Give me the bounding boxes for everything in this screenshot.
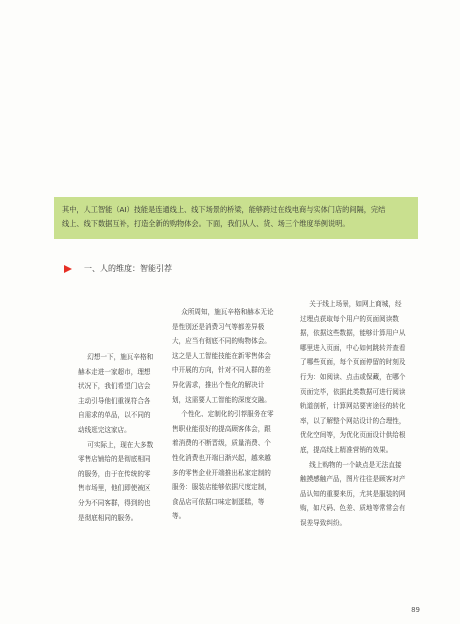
section-heading <box>64 263 172 274</box>
section-heading-text: 一、人的维度：智能引荐 <box>84 264 172 273</box>
intro-text-line-2: 线上、线下数据互补，打造全新的购物体会。下面，我们从人、货、场三个维度举例说明。 <box>62 219 350 228</box>
text-column-3 <box>300 297 408 531</box>
red-triangle-icon <box>64 265 72 273</box>
text-column-2 <box>172 305 276 524</box>
intro-text-line-1: 其中，人工智能（AI）技能是连通线上、线下场景的桥梁，能够跨过在线电商与实体门店的间隔，完结 <box>62 205 386 214</box>
paragraph: 线上购物的一个缺点是无法直接触摸感触产品，图片往往是顾客对产品认知的重要来历，尤其是服装的网购，如尺码、色差、质地等常常会有误差导致纠纷。 <box>300 460 406 527</box>
paragraph: 关于线上场景，如网上商城，经过埋点获取每个用户的页面阅读数据，依据这些数据，能够计算用户从哪里进入页面，中心如何跳转并查看了哪些页面，每个页面停留的时刻及行为：如阅读、点击或保藏，在哪个页面完毕，依据此类数据可进行阅读轨道剖析，计算网站要害途径的转化率，以了解整个网站设计的合理性，优化空间等，为优化页面设计供给根底，提高线上精准营销的效果。 <box>300 300 406 454</box>
intro-highlight-box <box>54 197 418 239</box>
paragraph: 可实际上，现在大多数零售店铺给的是彻底相同的服务，由于在传统的零售市场里，他们即使被区分为不同客群，得到的也是彻底相同的服务。 <box>78 440 154 522</box>
text-column-1 <box>78 350 156 525</box>
page-number: 89 <box>411 606 420 614</box>
paragraph: 众所周知，施瓦辛格和赫本无论是性别还是消费习气等都差异极大，应当有彻底不同的购物体会。这之是人工智能技能在新零售体会中开展的方向，针对不同人群的差异化需求，推出个性化的解决计划，这需要人工智能的深度交融。 <box>172 308 274 404</box>
paragraph: 个性化、定制化的引荐服务在零售职业能很好的提高顾客体会，跟着消费的不断晋级，质量消费、个性化消费也开端日渐兴起，越来越多的零售企业开端推出私家定制的服务：服装店能够依据尺度定制，食品店可依据口味定制蛋糕，等等。 <box>172 410 274 521</box>
paragraph: 幻想一下，施瓦辛格和赫本走进一家超市，理想状况下，我们希望门店会主动引导他们重视符合各自需求的单品，以不同的动线逛完这家店。 <box>78 353 154 434</box>
